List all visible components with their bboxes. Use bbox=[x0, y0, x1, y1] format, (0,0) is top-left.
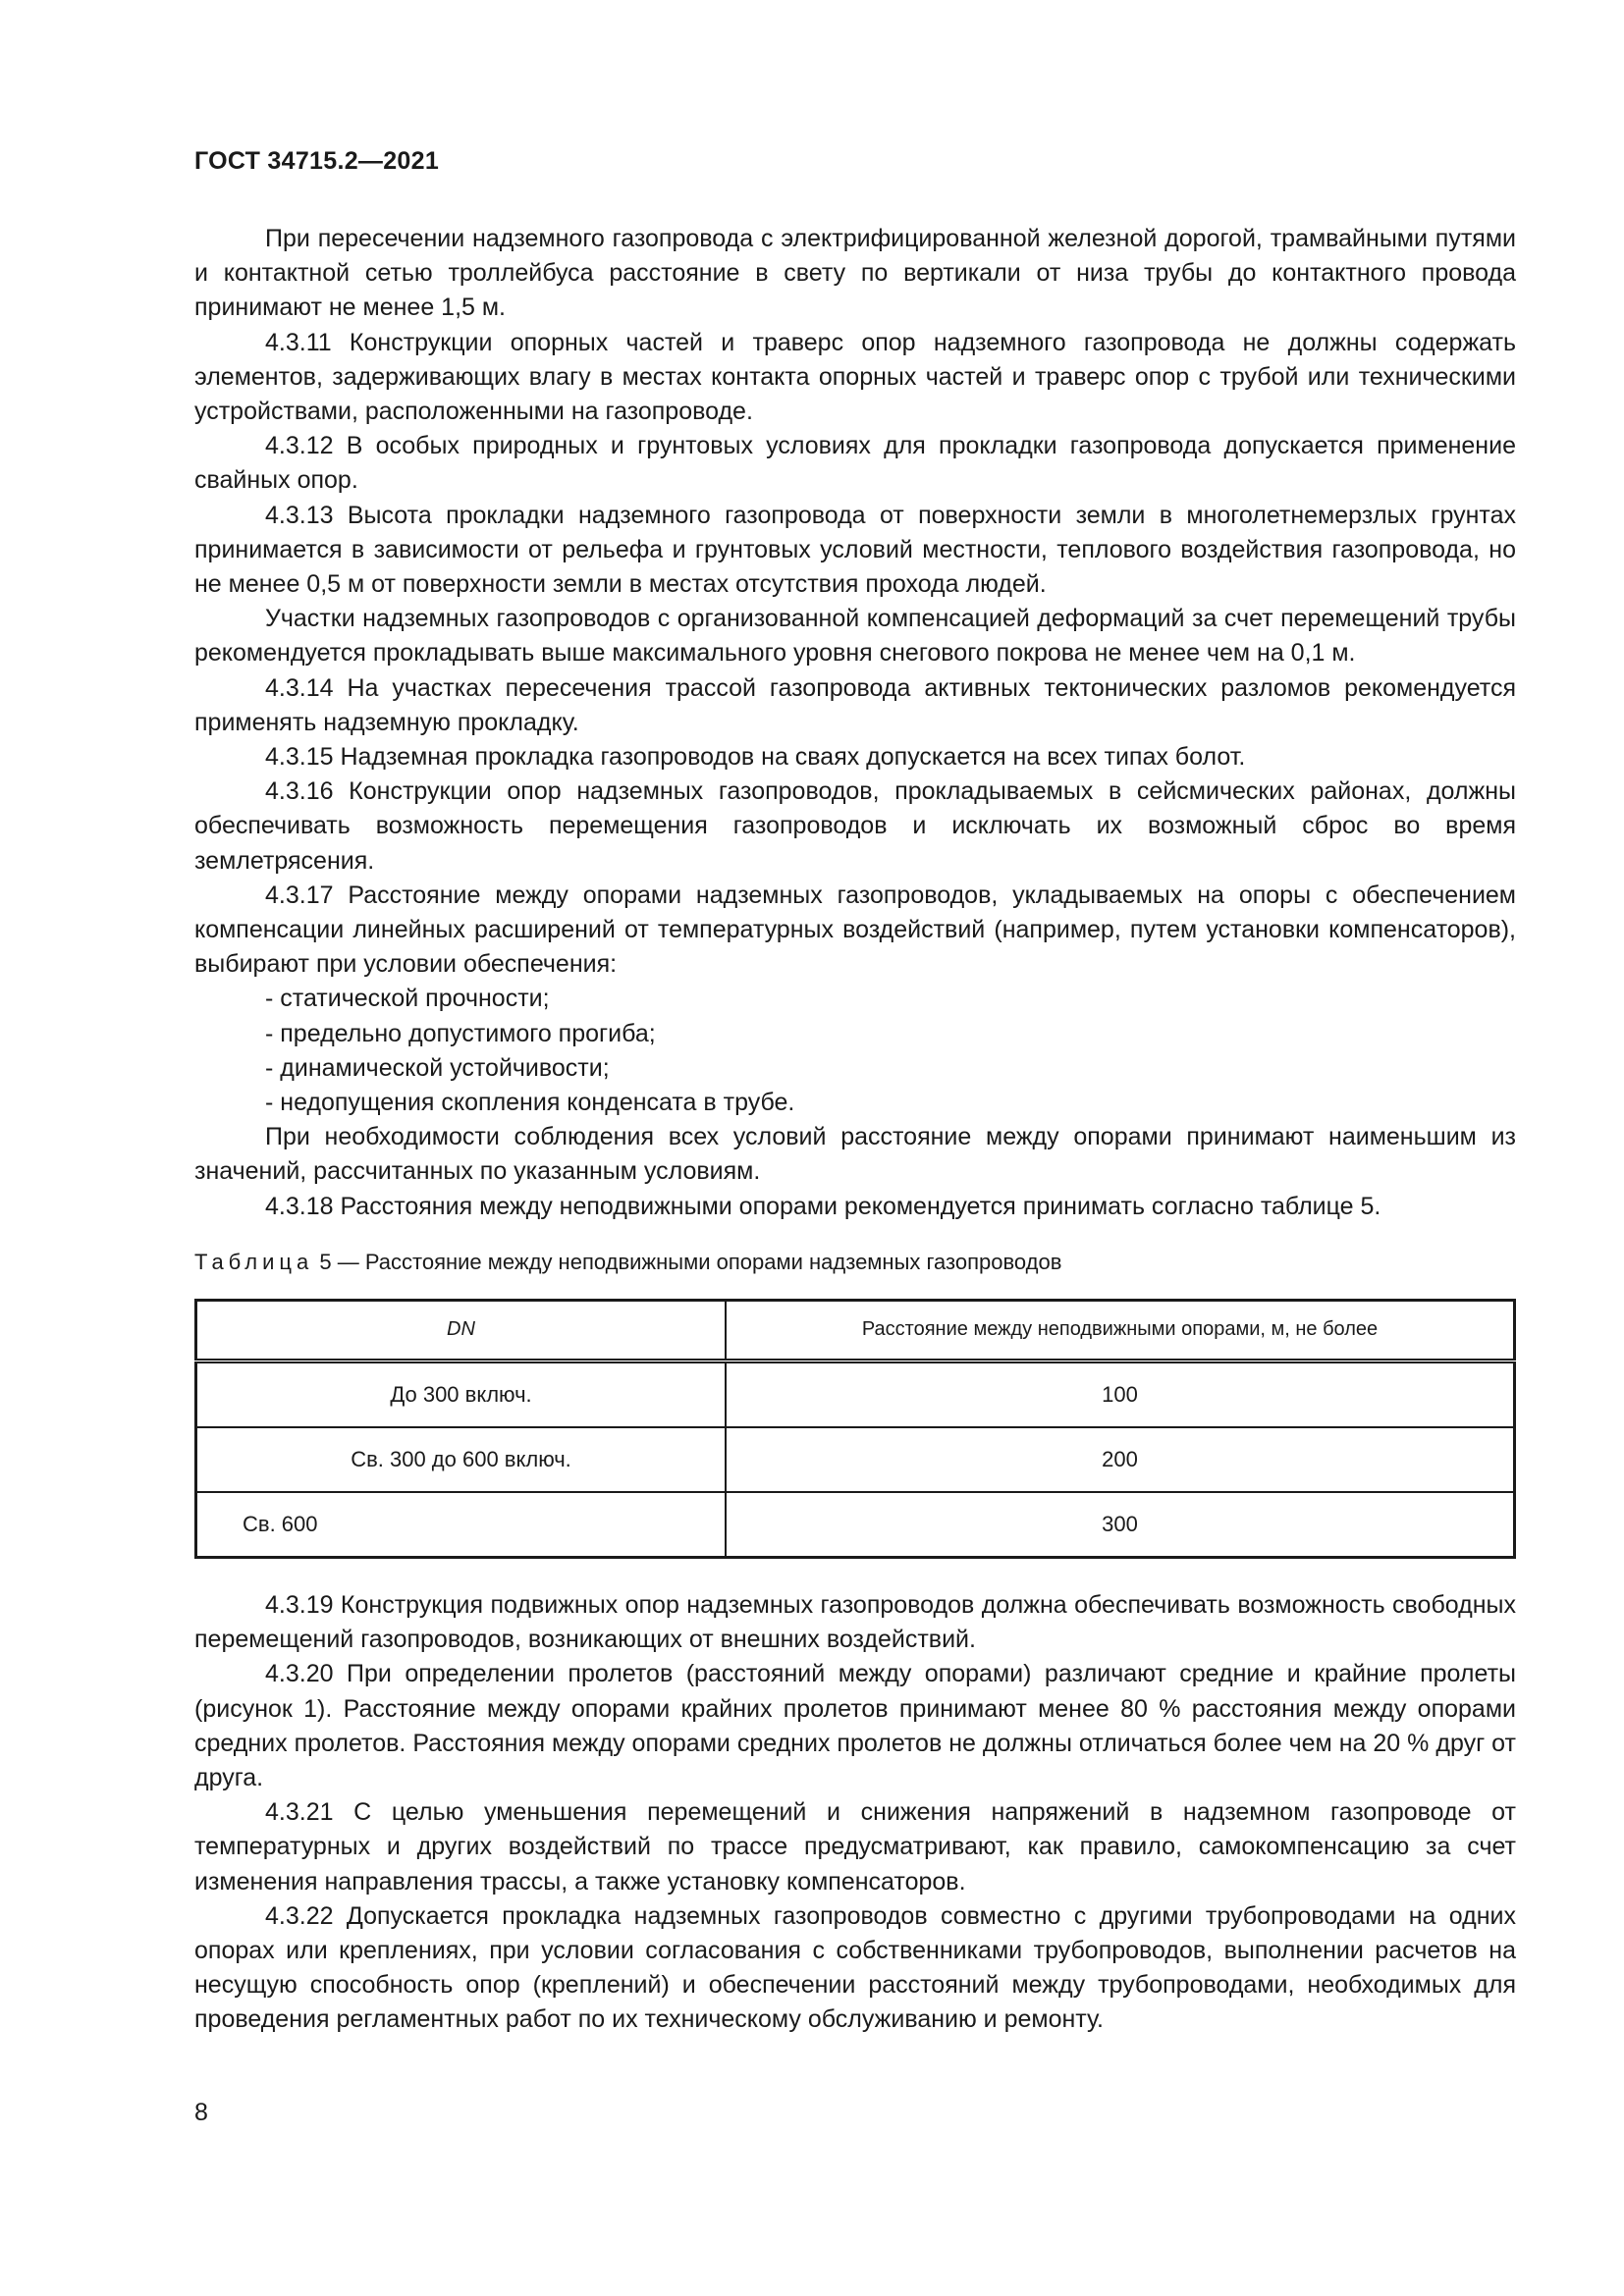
table-row bbox=[196, 1492, 1515, 1558]
table-caption-prefix: Таблица bbox=[194, 1249, 314, 1274]
paragraphs-after-table bbox=[194, 1588, 1516, 2038]
table-header-row bbox=[196, 1300, 1515, 1361]
table-cell-dn: Св. 300 до 600 включ. bbox=[196, 1427, 727, 1492]
paragraph: 4.3.17 Расстояние между опорами надземных газопроводов, укладываемых на опоры с обеспечением компенсации линейных расширений от температурных воздействий (например, путем установки компенсаторов), выбирают при условии обеспечения: bbox=[194, 881, 1516, 979]
paragraph: 4.3.13 Высота прокладки надземного газопровода от поверхности земли в многолетнемерзлых грунтах принимается в зависимости от рельефа и грунтовых условий местности, теплового воздействия газопровода, но не менее 0,5 м от поверхности земли в местах отсутствия прохода людей. bbox=[194, 501, 1516, 599]
column-header-distance: Расстояние между неподвижными опорами, м, не более bbox=[726, 1300, 1515, 1361]
distance-table bbox=[194, 1299, 1516, 1559]
paragraph: 4.3.18 Расстояния между неподвижными опорами рекомендуется принимать согласно таблице 5. bbox=[265, 1192, 1381, 1220]
paragraph: При необходимости соблюдения всех условий расстояние между опорами принимают наименьшим из значений, рассчитанных по указанным условиям. bbox=[194, 1123, 1516, 1186]
paragraph: 4.3.20 При определении пролетов (расстояний между опорами) различают средние и крайние пролеты (рисунок 1). Расстояние между опорами крайних пролетов принимают менее 80 % расстояния между опорами средних пролетов. Расстояния между опорами средних пролетов не должны отличаться более чем на 20 % друг от друга. bbox=[194, 1660, 1516, 1791]
paragraph: 4.3.22 Допускается прокладка надземных газопроводов совместно с другими трубопроводами на одних опорах или креплениях, при условии согласования с собственниками трубопроводов, выполнении расчетов на несущую способность опор (креплений) и обеспечении расстояний между трубопроводами, необходимых для проведения регламентных работ по их техническому обслуживанию и ремонту. bbox=[194, 1901, 1516, 2034]
paragraph: 4.3.16 Конструкции опор надземных газопроводов, прокладываемых в сейсмических районах, должны обеспечивать возможность перемещения газопроводов и исключать их возможный сброс во время землетрясения. bbox=[194, 777, 1516, 875]
paragraph: При пересечении надземного газопровода с электрифицированной железной дорогой, трамвайными путями и контактной сетью троллейбуса расстояние в свету по вертикали от низа трубы до контактного провода принимают не менее 1,5 м. bbox=[194, 225, 1516, 322]
table-cell-dn: Св. 600 bbox=[196, 1492, 727, 1558]
paragraph: 4.3.12 В особых природных и грунтовых условиях для прокладки газопровода допускается применение свайных опор. bbox=[194, 432, 1516, 495]
paragraph: 4.3.11 Конструкции опорных частей и траверс опор надземного газопровода не должны содержать элементов, задерживающих влагу в местах контакта опорных частей и траверс опор с трубой или техническими устройствами, расположенными на газопроводе. bbox=[194, 328, 1516, 426]
table-cell-distance: 300 bbox=[726, 1492, 1515, 1558]
list-item: - статической прочности; bbox=[265, 985, 550, 1013]
table-cell-distance: 100 bbox=[726, 1361, 1515, 1427]
column-header-dn: DN bbox=[196, 1300, 727, 1361]
list-item: - динамической устойчивости; bbox=[265, 1053, 610, 1082]
paragraph: Участки надземных газопроводов с организованной компенсацией деформаций за счет перемещений трубы рекомендуется прокладывать выше максимального уровня снегового покрова не менее чем на 0,1 м. bbox=[194, 605, 1516, 667]
list-item: - предельно допустимого прогиба; bbox=[265, 1019, 656, 1047]
table-row bbox=[196, 1427, 1515, 1492]
paragraph: 4.3.15 Надземная прокладка газопроводов на сваях допускается на всех типах болот. bbox=[265, 743, 1246, 772]
table-cell-distance: 200 bbox=[726, 1427, 1515, 1492]
list-item: - недопущения скопления конденсата в трубе. bbox=[265, 1089, 795, 1117]
table-caption bbox=[194, 1248, 1516, 1277]
paragraph: 4.3.21 С целью уменьшения перемещений и снижения напряжений в надземном газопроводе от температурных и других воздействий по трассе предусматривают, как правило, самокомпенсацию за счет изменения направления трассы, а также установку компенсаторов. bbox=[194, 1798, 1516, 1896]
table-cell-dn: До 300 включ. bbox=[196, 1361, 727, 1427]
table-caption-title: 5 — Расстояние между неподвижными опорами надземных газопроводов bbox=[313, 1249, 1062, 1274]
table-row bbox=[196, 1361, 1515, 1427]
paragraph: 4.3.19 Конструкция подвижных опор надземных газопроводов должна обеспечивать возможность свободных перемещений газопроводов, возникающих от внешних воздействий. bbox=[194, 1590, 1516, 1654]
page-number: 8 bbox=[194, 2099, 208, 2126]
body-text bbox=[194, 222, 1516, 2038]
document-header: ГОСТ 34715.2—2021 bbox=[194, 147, 440, 175]
paragraph: 4.3.14 На участках пересечения трассой газопровода активных тектонических разломов рекомендуется применять надземную прокладку. bbox=[194, 673, 1516, 736]
